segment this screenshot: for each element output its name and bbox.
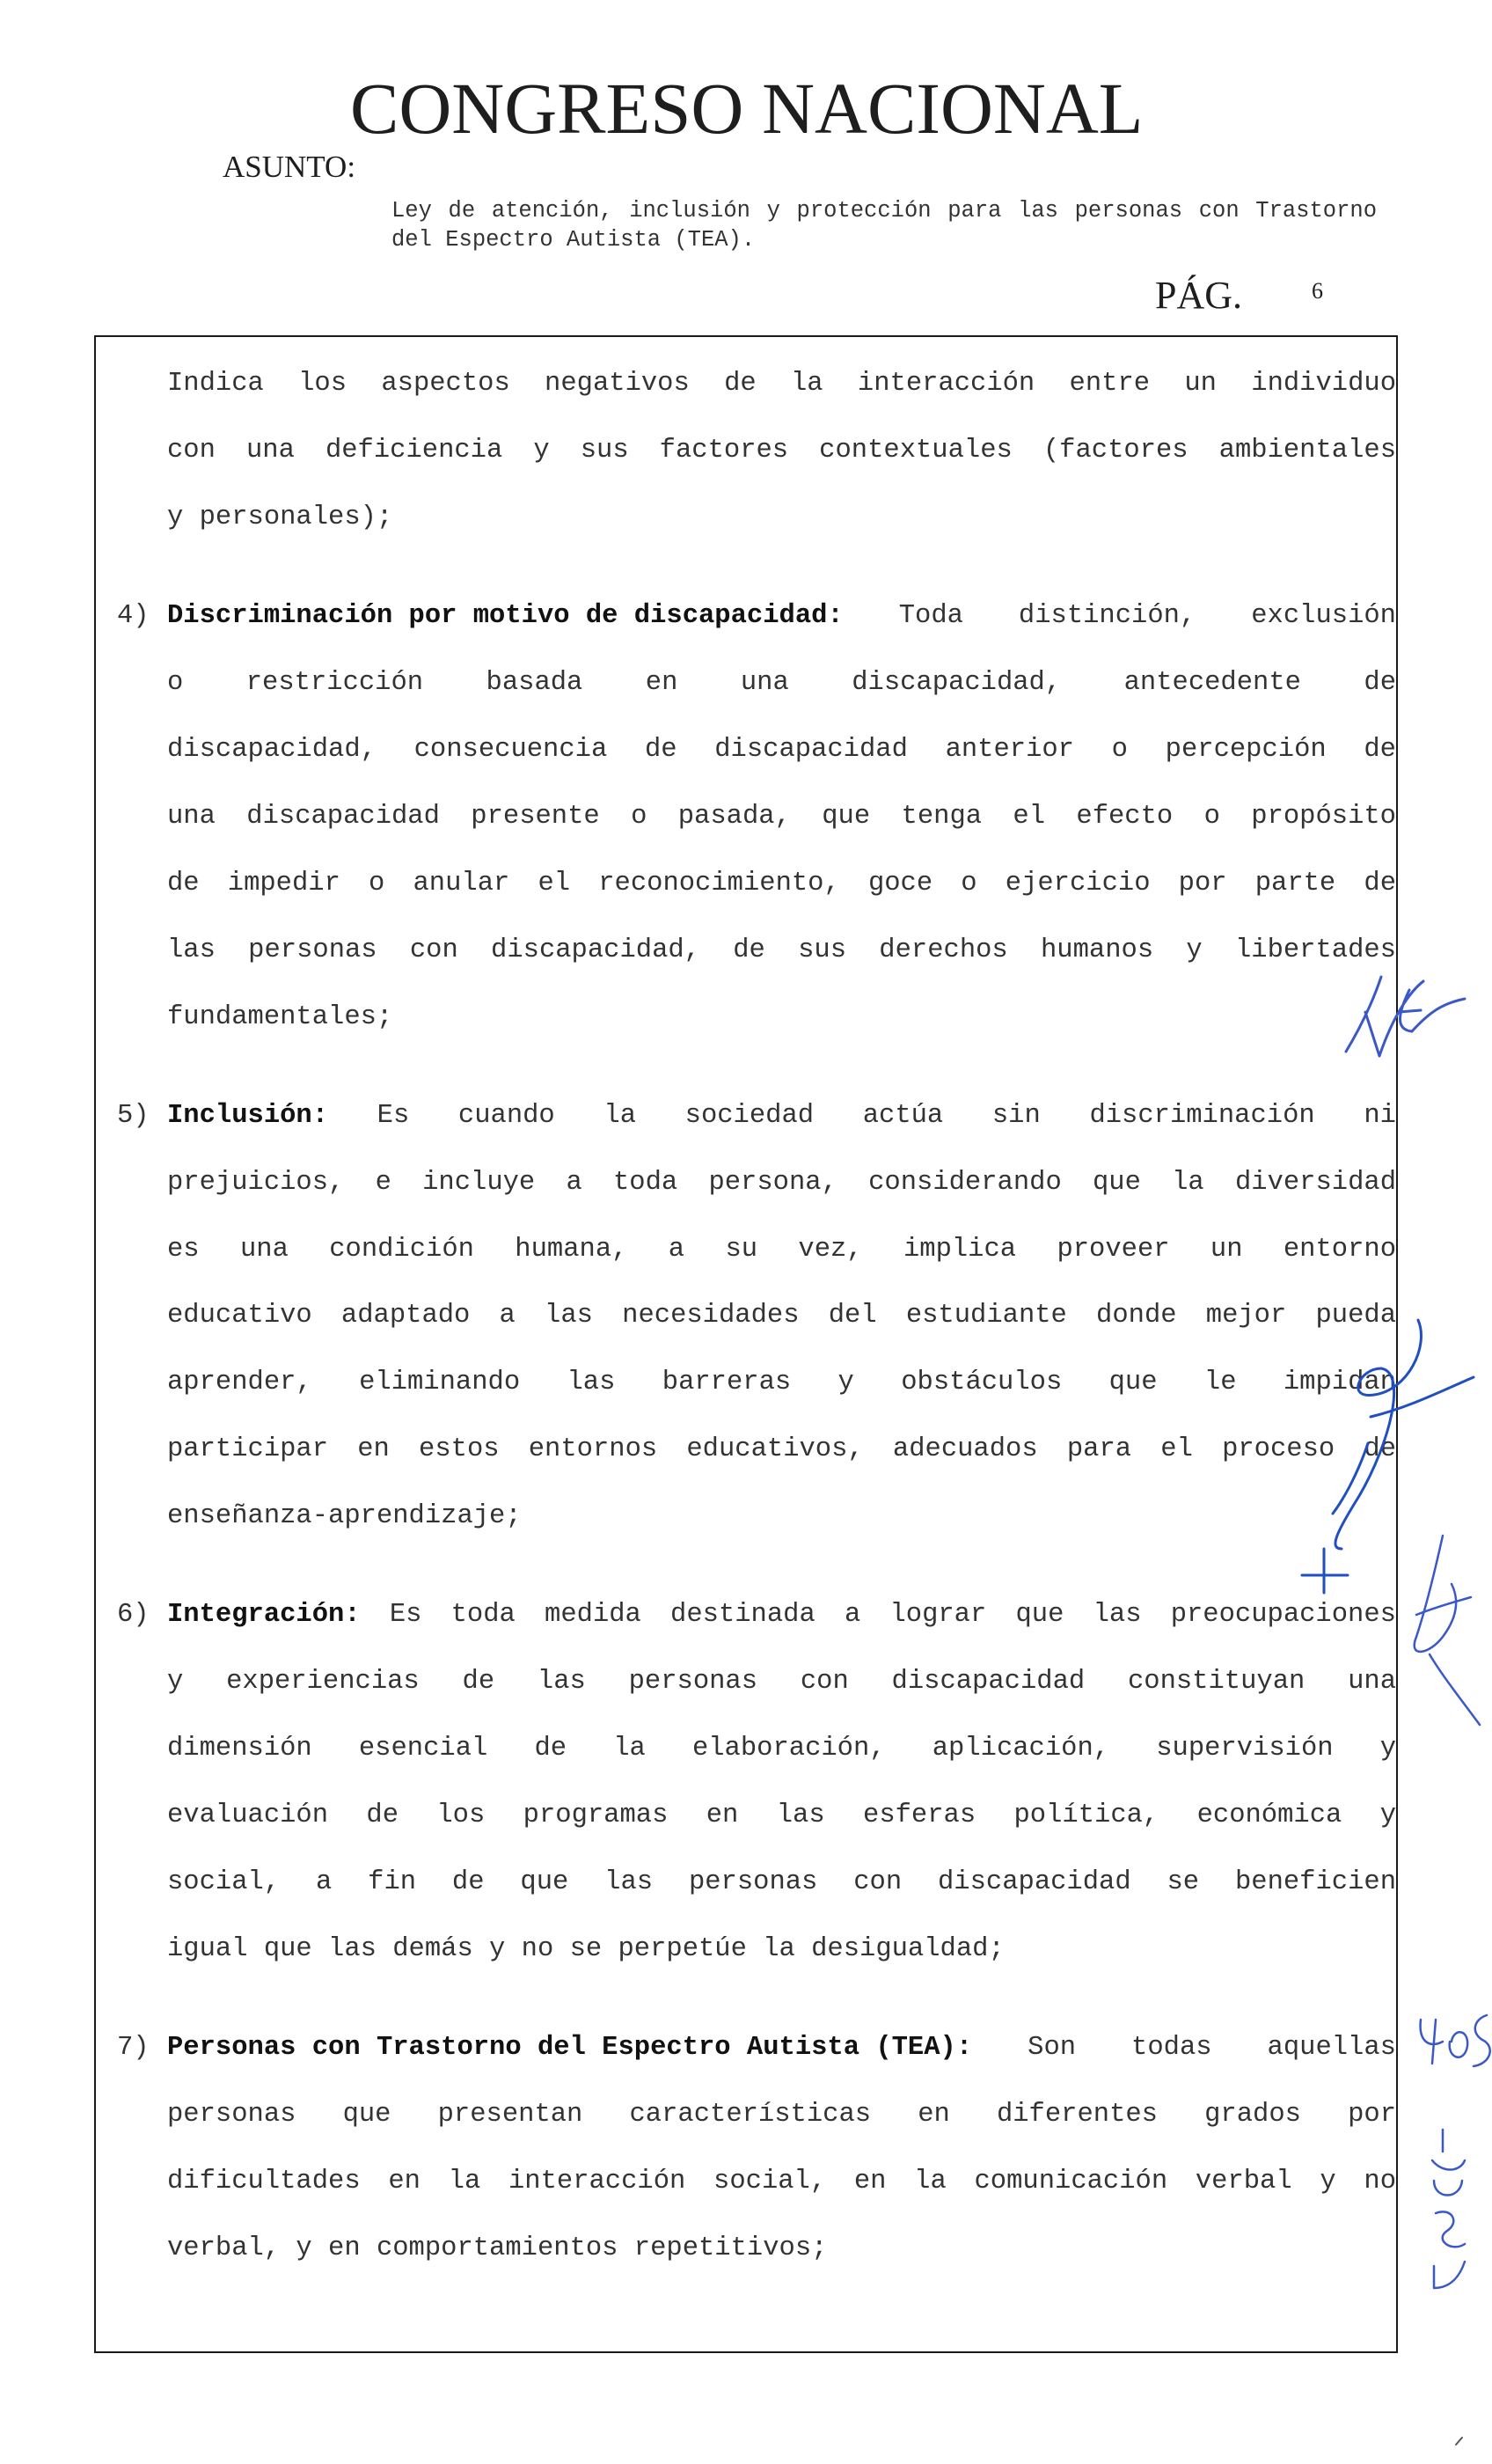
item-word: discriminación [1089,1101,1315,1131]
intro-line: y personales); [167,502,393,532]
asunto-label: ASUNTO: [223,150,356,184]
item-number: 4) [117,601,150,631]
item-word: a [844,1600,861,1630]
item-term: Discriminación por motivo de discapacidad: [167,601,844,631]
item-line: educativo adaptado a las necesidades del estudiante donde mejor pueda [167,1301,1396,1331]
item-word: toda [450,1600,516,1630]
item-word: Toda [898,601,963,631]
item-word: distinción, [1018,601,1196,631]
item-word: destinada [670,1600,815,1630]
intro-line: con una deficiencia y sus factores contextuales (factores ambientales [167,436,1396,466]
item-word: Son [1028,2033,1077,2063]
item-line: prejuicios, e incluye a toda persona, considerando que la diversidad [167,1168,1396,1198]
item-word: sociedad [684,1101,815,1131]
header-title: CONGRESO NACIONAL [350,68,1144,149]
item-first-line [167,598,1396,634]
intro-line: Indica los aspectos negativos de la interacción entre un individuo [167,369,1396,399]
item-term: Integración: [167,1600,361,1630]
item-line: participar en estos entornos educativos, adecuados para el proceso de [167,1434,1396,1464]
item-first-line [167,2030,1396,2065]
item-line: fundamentales; [167,1002,393,1032]
item-line: es una condición humana, a su vez, implica proveer un entorno [167,1235,1396,1265]
item-line: personas que presentan características en diferentes grados por [167,2100,1396,2130]
item-line: las personas con discapacidad, de sus derechos humanos y libertades [167,935,1396,965]
item-word: las [1093,1600,1142,1630]
item-term: Inclusión: [167,1101,329,1131]
item-number: 5) [117,1101,150,1131]
item-word: medida [545,1600,641,1630]
item-number: 6) [117,1600,150,1630]
item-word: Es [389,1600,422,1630]
page-number: 6 [1312,278,1323,304]
item-word: lograr [889,1600,987,1630]
handwritten-number-mark [1432,2130,1465,2288]
item-line: enseñanza-aprendizaje; [167,1501,522,1531]
handwritten-number-mark [1421,2015,1490,2066]
item-line: discapacidad, consecuencia de discapacidad anterior o percepción de [167,735,1396,765]
item-word: actúa [862,1101,944,1131]
item-line: igual que las demás y no se perpetúe la desigualdad; [167,1934,1005,1964]
item-number: 7) [117,2033,150,2063]
item-line: verbal, y en comportamientos repetitivos; [167,2233,828,2263]
item-word: ni [1364,1101,1396,1131]
item-word: la [603,1101,636,1131]
item-term: Personas con Trastorno del Espectro Autista (TEA): [167,2033,973,2063]
stray-mark [1456,2438,1462,2445]
item-word: preocupaciones [1170,1600,1396,1630]
item-word: cuando [457,1101,555,1131]
item-line: una discapacidad presente o pasada, que tenga el efecto o propósito [167,802,1396,832]
item-line: de impedir o anular el reconocimiento, goce o ejercicio por parte de [167,869,1396,898]
item-word: exclusión [1251,601,1396,631]
item-first-line [167,1597,1396,1632]
item-line: aprender, eliminando las barreras y obstáculos que le impidan [167,1368,1396,1397]
page-label: PÁG. [1155,274,1243,317]
signature-mark [1415,1536,1480,1725]
item-word: sin [991,1101,1041,1131]
item-line: dificultades en la interacción social, en la comunicación verbal y no [167,2167,1396,2196]
item-line: dimensión esencial de la elaboración, aplicación, supervisión y [167,1734,1396,1764]
item-first-line [167,1098,1396,1133]
item-word: aquellas [1267,2033,1396,2063]
item-line: evaluación de los programas en las esferas política, económica y [167,1800,1396,1830]
item-word: que [1015,1600,1064,1630]
item-line: social, a fin de que las personas con discapacidad se beneficien [167,1867,1396,1897]
asunto-text: Ley de atención, inclusión y protección para las personas con Trastorno del Espectro Autista (TEA). [391,198,1377,253]
item-word: todas [1131,2033,1212,2063]
item-line: y experiencias de las personas con discapacidad constituyan una [167,1667,1396,1697]
item-line: o restricción basada en una discapacidad, antecedente de [167,668,1396,698]
item-word: Es [377,1101,410,1131]
